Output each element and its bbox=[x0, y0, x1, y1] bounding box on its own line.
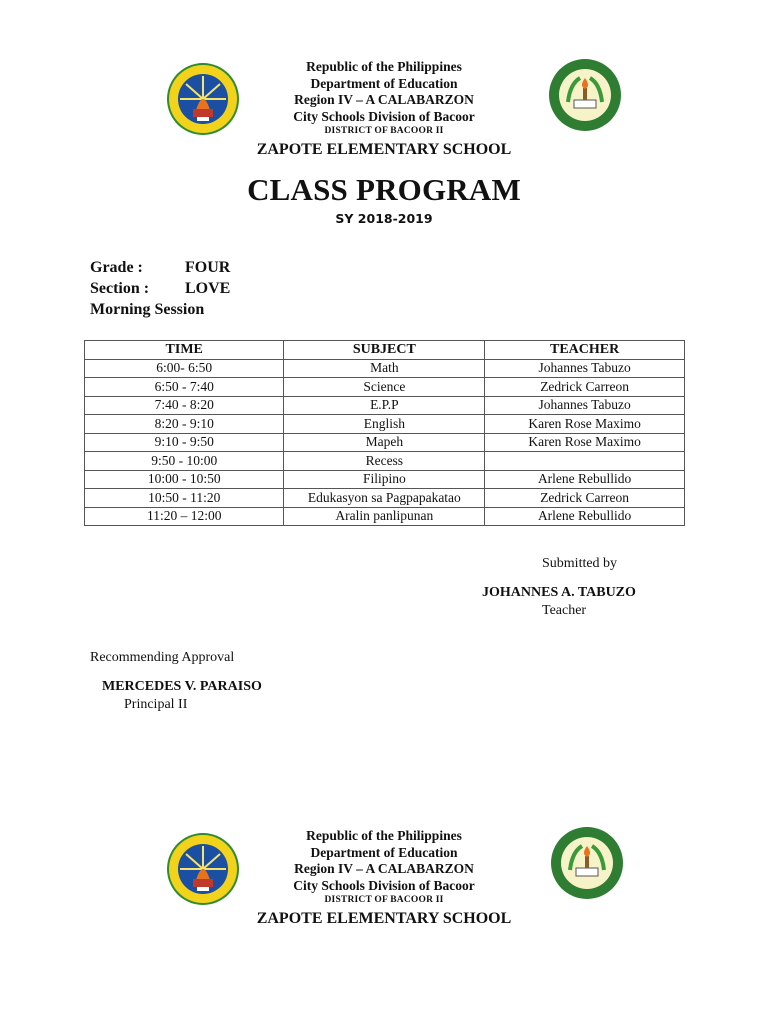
time-cell: 11:20 – 12:00 bbox=[85, 507, 284, 526]
subject-cell: Recess bbox=[284, 452, 485, 471]
header-school: ZAPOTE ELEMENTARY SCHOOL bbox=[256, 910, 512, 927]
header-school: ZAPOTE ELEMENTARY SCHOOL bbox=[256, 141, 512, 158]
header-region: Region IV – A CALABARZON bbox=[294, 92, 474, 107]
teacher-cell: Arlene Rebullido bbox=[485, 507, 685, 526]
header-department: Department of Education bbox=[310, 844, 458, 860]
subject-cell: Science bbox=[284, 378, 485, 397]
subject-cell: Edukasyon sa Pagpapakatao bbox=[284, 489, 485, 508]
document-header bbox=[0, 59, 768, 161]
subject-cell: Math bbox=[284, 359, 485, 378]
table-row bbox=[85, 396, 685, 415]
subject-cell: Filipino bbox=[284, 470, 485, 489]
table-row bbox=[85, 470, 685, 489]
time-cell: 10:00 - 10:50 bbox=[85, 470, 284, 489]
teacher-cell: Johannes Tabuzo bbox=[485, 359, 685, 378]
header-region: Region IV – A CALABARZON bbox=[294, 861, 474, 876]
teacher-cell: Johannes Tabuzo bbox=[485, 396, 685, 415]
session-label: Morning Session bbox=[90, 301, 205, 318]
submitter-name: JOHANNES A. TABUZO bbox=[482, 585, 636, 600]
time-cell: 10:50 - 11:20 bbox=[85, 489, 284, 508]
table-header-row bbox=[85, 341, 685, 360]
time-cell: 6:00- 6:50 bbox=[85, 359, 284, 378]
schedule-table bbox=[84, 340, 685, 526]
table-row bbox=[85, 507, 685, 526]
subject-cell: Aralin panlipunan bbox=[284, 507, 485, 526]
grade-value: FOUR bbox=[185, 259, 231, 276]
submitter-role: Teacher bbox=[542, 603, 587, 618]
header-division: City Schools Division of Bacoor bbox=[293, 877, 475, 893]
submitted-by-label: Submitted by bbox=[542, 556, 618, 571]
subject-cell: E.P.P bbox=[284, 396, 485, 415]
header-teacher: TEACHER bbox=[485, 341, 685, 360]
section-label: Section : bbox=[90, 280, 150, 297]
recommender-name: MERCEDES V. PARAISO bbox=[102, 679, 262, 694]
subject-cell: English bbox=[284, 415, 485, 434]
teacher-cell bbox=[485, 452, 685, 471]
time-cell: 9:10 - 9:50 bbox=[85, 433, 284, 452]
school-year: SY 2018-2019 bbox=[335, 211, 433, 226]
table-row bbox=[85, 489, 685, 508]
section-value: LOVE bbox=[185, 280, 231, 297]
table-row bbox=[85, 452, 685, 471]
header-district: DISTRICT OF BACOOR II bbox=[324, 126, 444, 136]
recommender-role: Principal II bbox=[124, 697, 188, 712]
table-row bbox=[85, 415, 685, 434]
header-district: DISTRICT OF BACOOR II bbox=[324, 895, 444, 905]
time-cell: 6:50 - 7:40 bbox=[85, 378, 284, 397]
recommending-approval-label: Recommending Approval bbox=[90, 650, 235, 665]
time-cell: 7:40 - 8:20 bbox=[85, 396, 284, 415]
header-subject: SUBJECT bbox=[284, 341, 485, 360]
table-row bbox=[85, 359, 685, 378]
header-republic: Republic of the Philippines bbox=[306, 59, 462, 74]
teacher-cell: Zedrick Carreon bbox=[485, 378, 685, 397]
teacher-cell: Karen Rose Maximo bbox=[485, 433, 685, 452]
page-title: CLASS PROGRAM bbox=[247, 172, 521, 207]
header-republic: Republic of the Philippines bbox=[306, 828, 462, 843]
header-department: Department of Education bbox=[310, 75, 458, 91]
header-time: TIME bbox=[85, 341, 284, 360]
table-row bbox=[85, 433, 685, 452]
teacher-cell: Karen Rose Maximo bbox=[485, 415, 685, 434]
teacher-cell: Zedrick Carreon bbox=[485, 489, 685, 508]
grade-label: Grade : bbox=[90, 259, 143, 276]
document-header-repeat bbox=[0, 828, 768, 930]
table-row bbox=[85, 378, 685, 397]
teacher-cell: Arlene Rebullido bbox=[485, 470, 685, 489]
time-cell: 8:20 - 9:10 bbox=[85, 415, 284, 434]
subject-cell: Mapeh bbox=[284, 433, 485, 452]
header-division: City Schools Division of Bacoor bbox=[293, 108, 475, 124]
time-cell: 9:50 - 10:00 bbox=[85, 452, 284, 471]
